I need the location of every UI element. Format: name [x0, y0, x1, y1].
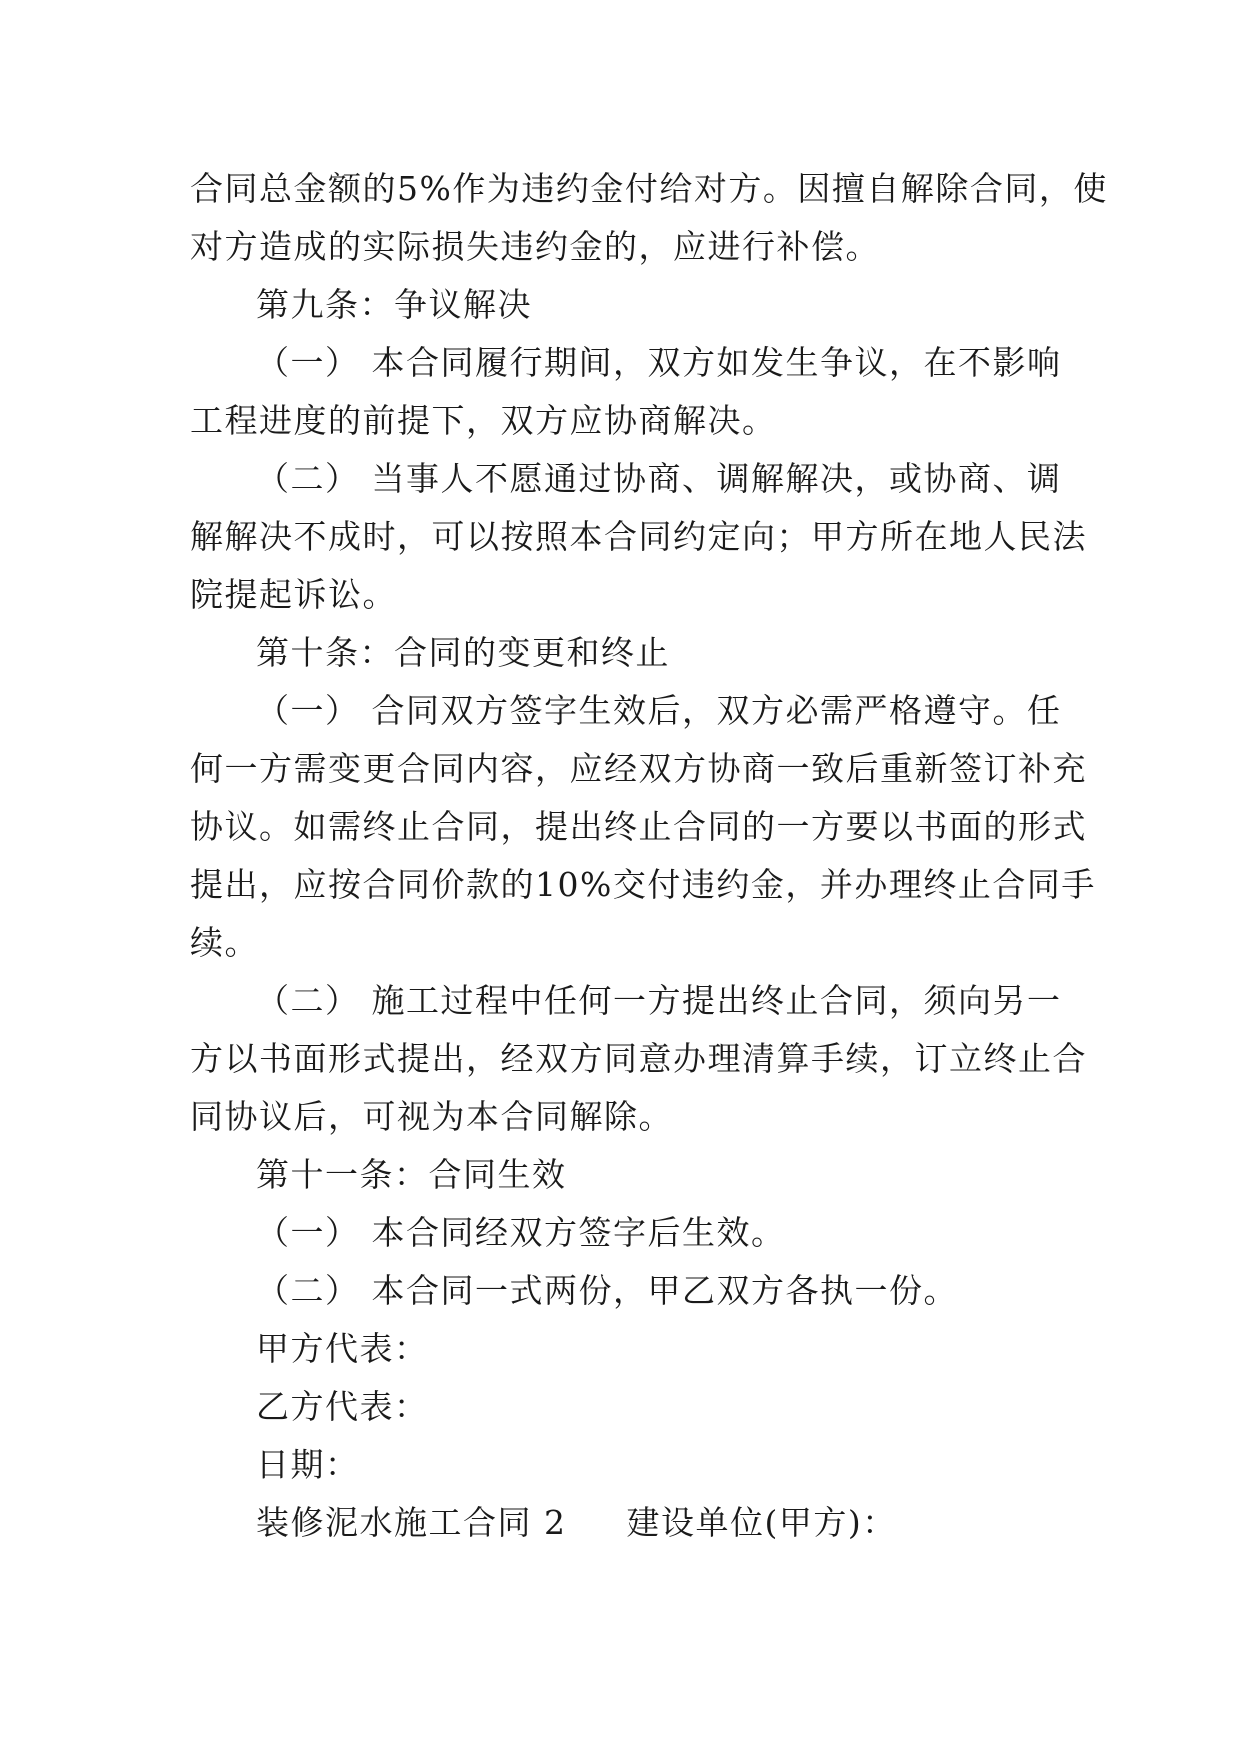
clause-line: （二） 当事人不愿通过协商、调解解决，或协商、调: [256, 459, 1062, 498]
paragraph-line: 工程进度的前提下，双方应协商解决。: [190, 401, 777, 440]
clause-line: （二） 施工过程中任何一方提出终止合同，须向另一: [256, 981, 1062, 1020]
next-contract-heading: [190, 1494, 1050, 1552]
paragraph-line: 同协议后，可视为本合同解除。: [190, 1097, 673, 1136]
paragraph-line: 合同总金额的5%作为违约金付给对方。因擅自解除合同，使: [190, 169, 1108, 208]
paragraph-line: 解解决不成时，可以按照本合同约定向；甲方所在地人民法: [190, 517, 1087, 556]
article-heading: 第十条：合同的变更和终止: [256, 633, 670, 672]
article-heading: 第九条：争议解决: [256, 285, 532, 324]
paragraph-line: 续。: [190, 923, 259, 962]
paragraph-line: 院提起诉讼。: [190, 575, 397, 614]
signature-label-party-b: 乙方代表：: [256, 1387, 429, 1426]
contract-title: 装修泥水施工合同 2: [256, 1503, 567, 1542]
article-heading: 第十一条：合同生效: [256, 1155, 567, 1194]
signature-label-party-a: 甲方代表：: [256, 1329, 429, 1368]
clause-line: （一） 本合同经双方签字后生效。: [256, 1213, 786, 1252]
clause-line: （二） 本合同一式两份，甲乙双方各执一份。: [256, 1271, 958, 1310]
paragraph-line: 方以书面形式提出，经双方同意办理清算手续，订立终止合: [190, 1039, 1087, 1078]
paragraph-line: 对方造成的实际损失违约金的，应进行补偿。: [190, 227, 880, 266]
paragraph-line: 提出，应按合同价款的10%交付违约金，并办理终止合同手: [190, 865, 1096, 904]
date-label: 日期：: [256, 1445, 360, 1484]
paragraph-line: 协议。如需终止合同，提出终止合同的一方要以书面的形式: [190, 807, 1087, 846]
paragraph-line: 何一方需变更合同内容，应经双方协商一致后重新签订补充: [190, 749, 1087, 788]
clause-line: （一） 合同双方签字生效后，双方必需严格遵守。任: [256, 691, 1062, 730]
construction-unit-label: 建设单位(甲方)：: [626, 1503, 897, 1542]
document-page: [190, 160, 1108, 1552]
clause-line: （一） 本合同履行期间，双方如发生争议，在不影响: [256, 343, 1062, 382]
